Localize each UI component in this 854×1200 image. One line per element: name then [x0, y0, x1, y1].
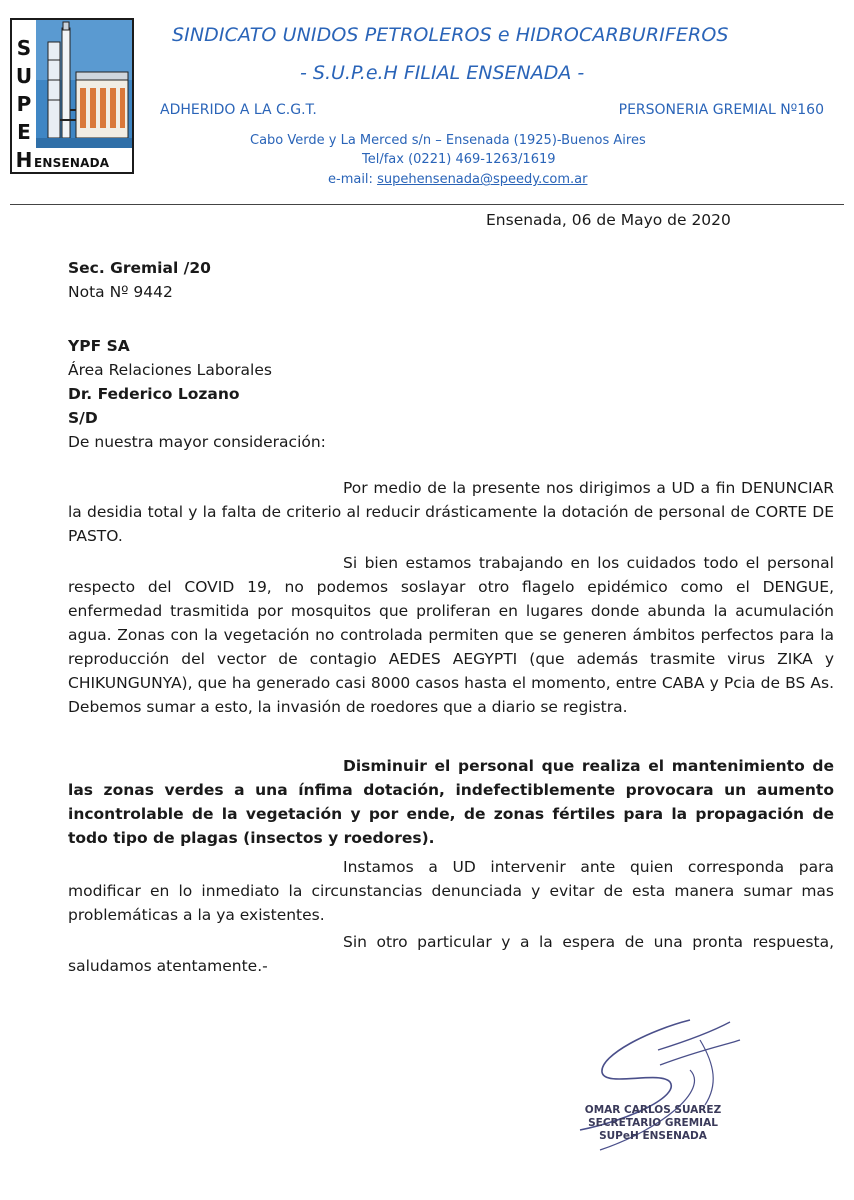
- recipient-name: Dr. Federico Lozano: [68, 385, 240, 403]
- salutation: De nuestra mayor consideración:: [68, 433, 326, 451]
- paragraph-2: Si bien estamos trabajando en los cuidados todo el personal respecto del COVID 19, no podemos soslayar otro flagelo epidémico como el DENGUE, enfermedad trasmitida por mosquitos que proliferan en lugares donde abunda la acumulación agua. Zonas con la vegetación no controlada permiten que se generen ámbitos perfectos para la reproducción del vector de contagio AEDES AEGYPTI (que además trasmite virus ZIKA y CHIKUNGUNYA), que ha generado casi 8000 casos hasta el momento, entre CABA y Pcia de BS As. Debemos sumar a esto, la invasión de roedores que a diario se registra.: [68, 554, 834, 716]
- recipient-company: YPF SA: [68, 337, 130, 355]
- branch-name: - S.U.P.e.H FILIAL ENSENADA -: [300, 62, 585, 84]
- paragraph-3: Disminuir el personal que realiza el mantenimiento de las zonas verdes a una ínfima dotación, indefectiblemente provocara un aumento incontrolable de la vegetación y por ende, de zonas fértiles para la propagación de todo tipo de plagas (insectos y roedores).: [68, 757, 834, 847]
- letter-references: [68, 256, 211, 304]
- logo-caption: ENSENADA: [34, 156, 110, 170]
- union-name: SINDICATO UNIDOS PETROLEROS e HIDROCARBURIFEROS: [172, 24, 729, 46]
- ref-nota: Nota Nº 9442: [68, 283, 173, 301]
- stamp-role: SECRETARIO GREMIAL: [588, 1117, 718, 1129]
- recipient-sd: S/D: [68, 409, 98, 427]
- email-link[interactable]: supehensenada@speedy.com.ar: [377, 172, 588, 187]
- paragraph-1: Por medio de la presente nos dirigimos a UD a fin DENUNCIAR la desidia total y la falta de criterio al reducir drásticamente la dotación de personal de CORTE DE PASTO.: [68, 479, 834, 545]
- header-email: [328, 172, 587, 187]
- stamp-name: OMAR CARLOS SUAREZ: [584, 1104, 722, 1116]
- header-address: Cabo Verde y La Merced s/n – Ensenada (1925)-Buenos Aires: [250, 133, 646, 148]
- header-divider: [10, 204, 844, 205]
- ref-gremial: Sec. Gremial /20: [68, 259, 211, 277]
- logo-letter: S: [16, 36, 32, 60]
- paragraph-5: Sin otro particular y a la espera de una pronta respuesta, saludamos atentamente.-: [68, 933, 834, 975]
- logo-letter: E: [17, 120, 31, 144]
- supeh-logo: [10, 18, 134, 174]
- stamp-org: SUPeH ENSENADA: [599, 1130, 707, 1142]
- logo-letter: P: [16, 92, 32, 116]
- recipient-block: [68, 334, 326, 454]
- logo-letters: [12, 20, 36, 172]
- cgt-affiliation: ADHERIDO A LA C.G.T.: [160, 102, 317, 118]
- letter-date: Ensenada, 06 de Mayo de 2020: [486, 211, 731, 229]
- email-label: e-mail:: [328, 172, 378, 187]
- logo-letter: H: [15, 148, 33, 172]
- recipient-area: Área Relaciones Laborales: [68, 361, 272, 379]
- header-telfax: Tel/fax (0221) 469-1263/1619: [362, 152, 556, 167]
- logo-letter: U: [15, 64, 33, 88]
- signature-stamp: [578, 1104, 728, 1143]
- personeria-gremial: PERSONERIA GREMIAL Nº160: [618, 102, 824, 118]
- refinery-icon: [36, 20, 132, 148]
- paragraph-4: Instamos a UD intervenir ante quien corresponda para modificar en lo inmediato la circunstancias denunciada y evitar de esta manera sumar mas problemáticas a la ya existentes.: [68, 858, 834, 924]
